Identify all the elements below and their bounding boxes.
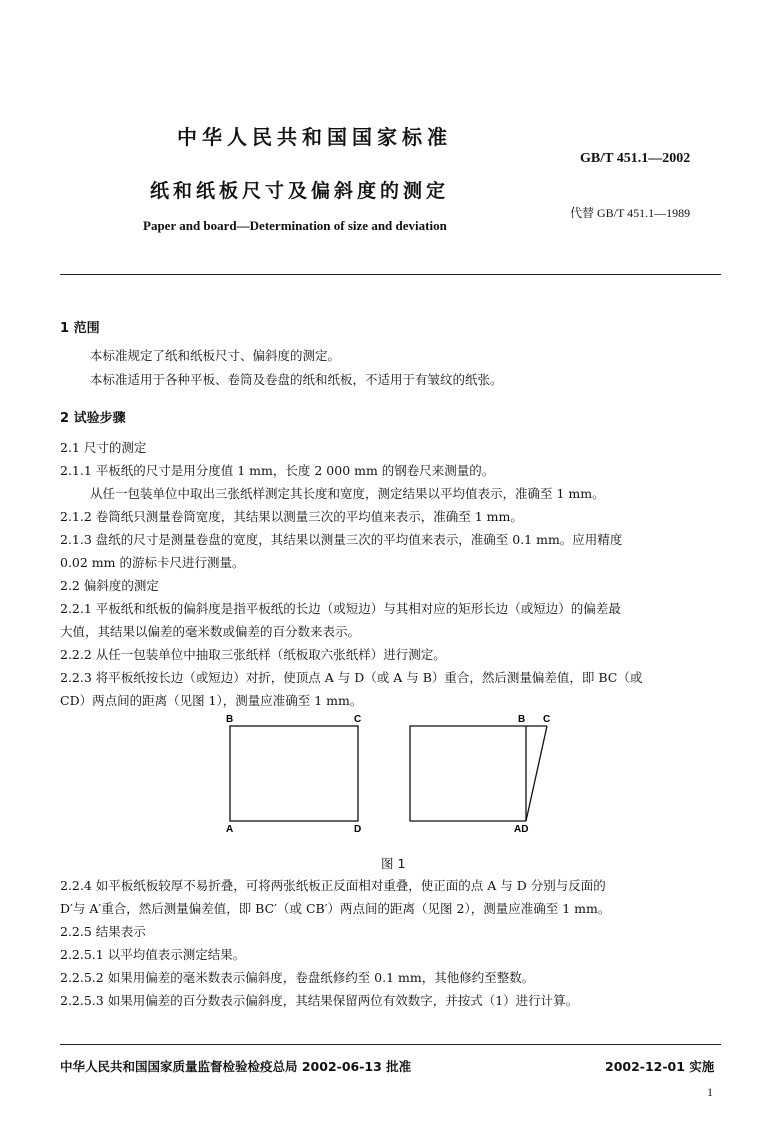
figure-1-left <box>226 714 361 835</box>
label-C-left: C <box>354 714 362 725</box>
clause-2-2-5-2: 2.2.5.2 如果用偏差的毫米数表示偏斜度，卷盘纸修约至 0.1 mm，其他修约至整数。 <box>60 970 535 985</box>
clause-2-2-4: 2.2.4 如平板纸板较厚不易折叠，可将两张纸板正反面相对重叠，使正面的点 A 与 D 分别与反面的 <box>60 878 606 893</box>
clause-2-1-3: 2.1.3 盘纸的尺寸是测量卷盘的宽度，其结果以测量三次的平均值来表示，准确至 0.1 mm。应用精度 <box>60 532 623 547</box>
label-AD-right: AD <box>514 824 529 835</box>
label-C-right: C <box>543 714 551 725</box>
clause-2-2-4-cont: D′与 A′重合，然后测量偏差值，即 BC′（或 CB′）两点间的距离（见图 2），测量应准确至 1 mm。 <box>60 901 611 916</box>
folded-sheet-outline <box>410 726 526 821</box>
clause-2-1-1-cont: 从任一包装单位中取出三张纸样测定其长度和宽度，测定结果以平均值表示，准确至 1 mm。 <box>90 486 605 501</box>
implementation-date: 2002-12-01 实施 <box>605 1059 715 1074</box>
section-1-para-1: 本标准规定了纸和纸板尺寸、偏斜度的测定。 <box>90 348 341 363</box>
figure-1-caption: 图 1 <box>381 856 406 871</box>
national-standard-heading: 中华人民共和国国家标准 <box>177 125 452 149</box>
clause-2-2: 2.2 偏斜度的测定 <box>60 578 159 593</box>
clause-2-2-5: 2.2.5 结果表示 <box>60 924 146 939</box>
footer-divider <box>60 1044 721 1045</box>
label-B-left: B <box>226 714 234 725</box>
page-number: 1 <box>707 1085 713 1099</box>
figure-1-right <box>410 714 550 835</box>
clause-2-2-2: 2.2.2 从任一包装单位中抽取三张纸样（纸板取六张纸样）进行测定。 <box>60 647 446 662</box>
clause-2-1-1: 2.1.1 平板纸的尺寸是用分度值 1 mm，长度 2 000 mm 的钢卷尺来测量的。 <box>60 463 495 478</box>
clause-2-2-1: 2.2.1 平板纸和纸板的偏斜度是指平板纸的长边（或短边）与其相对应的矩形长边（或短边）的偏差最 <box>60 601 621 616</box>
label-A-left: A <box>226 824 234 835</box>
replaces-standard: 代替 GB/T 451.1—1989 <box>570 206 691 220</box>
section-1-para-2: 本标准适用于各种平板、卷筒及卷盘的纸和纸板，不适用于有皱纹的纸张。 <box>90 372 503 387</box>
clause-2-2-3: 2.2.3 将平板纸按长边（或短边）对折，使顶点 A 与 D（或 A 与 B）重合，然后测量偏差值，即 BC（或 <box>60 670 643 685</box>
section-2-heading: 2 试验步骤 <box>60 411 126 426</box>
approval-statement: 中华人民共和国国家质量监督检验检疫总局 2002-06-13 批准 <box>60 1059 412 1074</box>
document-title-cn: 纸和纸板尺寸及偏斜度的测定 <box>150 180 450 202</box>
document-title-en: Paper and board—Determination of size and deviation <box>143 218 447 233</box>
clause-2-2-5-1: 2.2.5.1 以平均值表示测定结果。 <box>60 947 246 962</box>
deviation-slant-edge <box>526 726 547 821</box>
clause-2-1-2: 2.1.2 卷筒纸只测量卷筒宽度，其结果以测量三次的平均值来表示，准确至 1 mm。 <box>60 509 523 524</box>
clause-2-2-3-cont: CD）两点间的距离（见图 1），测量应准确至 1 mm。 <box>60 693 363 708</box>
standard-number: GB/T 451.1—2002 <box>580 151 691 166</box>
unfolded-sheet-rect <box>230 726 358 821</box>
label-D-left: D <box>354 824 362 835</box>
clause-2-1: 2.1 尺寸的测定 <box>60 440 147 455</box>
section-1-heading: 1 范围 <box>60 321 100 336</box>
clause-2-2-5-3: 2.2.5.3 如果用偏差的百分数表示偏斜度，其结果保留两位有效数字，并按式（1）进行计算。 <box>60 993 579 1008</box>
clause-2-1-3-cont: 0.02 mm 的游标卡尺进行测量。 <box>60 555 245 570</box>
clause-2-2-1-cont: 大值，其结果以偏差的毫米数或偏差的百分数来表示。 <box>60 624 361 639</box>
label-B-right: B <box>518 714 526 725</box>
